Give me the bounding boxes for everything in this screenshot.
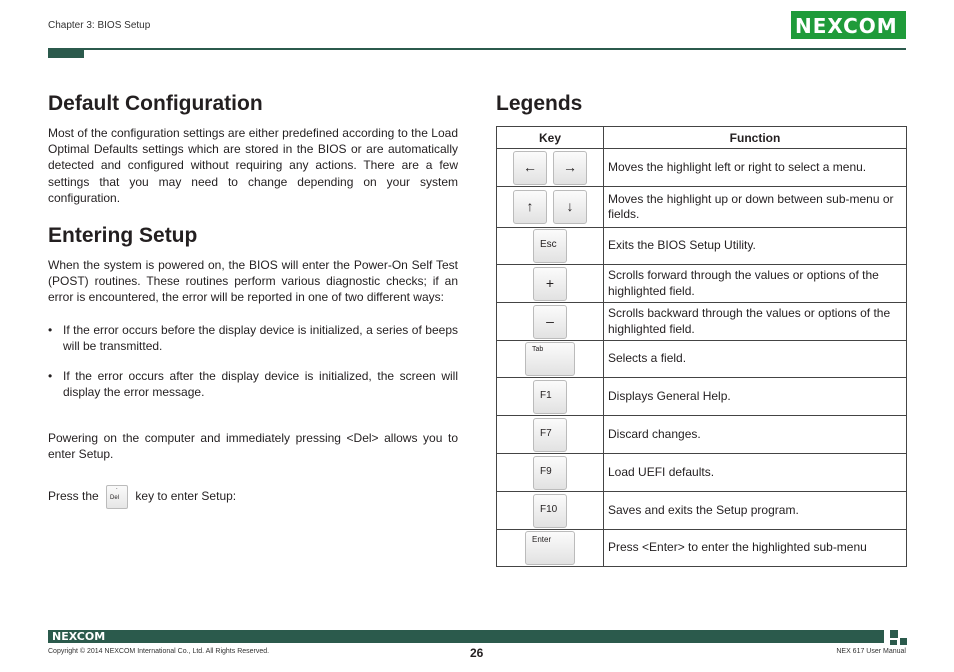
function-cell: Load UEFI defaults.	[604, 454, 907, 492]
del-key-icon	[106, 485, 128, 509]
function-cell: Selects a field.	[604, 341, 907, 378]
table-row	[497, 303, 907, 341]
minus-key-icon: –	[533, 305, 567, 339]
esc-key-icon: Esc	[533, 229, 567, 263]
press-the-text: Press the	[48, 489, 99, 504]
legends-table	[496, 126, 907, 567]
key-to-enter-text: key to enter Setup:	[135, 489, 237, 504]
table-row	[497, 341, 907, 378]
function-cell: Saves and exits the Setup program.	[604, 492, 907, 530]
chapter-label: Chapter 3: BIOS Setup	[48, 20, 151, 31]
f7-key-icon: F7	[533, 418, 567, 452]
page-number: 26	[470, 646, 484, 660]
col-function-header: Function	[604, 127, 907, 149]
bullet-text: If the error occurs after the display device is initialized, the screen will display the error message.	[63, 369, 458, 400]
list-item	[48, 322, 458, 354]
default-config-title: Default Configuration	[48, 92, 263, 115]
table-header-row	[497, 127, 907, 149]
col-key-header: Key	[497, 127, 604, 149]
f9-key-icon: F9	[533, 456, 567, 490]
function-cell: Discard changes.	[604, 416, 907, 454]
bullet-dot: •	[48, 323, 53, 337]
bullet-text: If the error occurs before the display device is initialized, a series of beeps will be transmitted.	[63, 323, 458, 354]
list-item	[48, 368, 458, 400]
footer-bar	[48, 630, 884, 643]
manual-name: NEX 617 User Manual	[836, 648, 906, 655]
legends-title: Legends	[496, 92, 583, 115]
default-config-body: Most of the configuration settings are either predefined according to the Load Optimal Defaults settings which are stored in the BIOS or are automatically detected and configured without requiring any actions. There are a few settings that you may need to change depending on your system configuration.	[48, 126, 458, 205]
right-arrow-key-icon: →	[553, 151, 587, 185]
del-key-dot: .	[116, 484, 118, 491]
table-row	[497, 265, 907, 303]
header-rule	[48, 48, 906, 50]
footer-square-icon	[890, 630, 898, 638]
copyright-text: Copyright © 2014 NEXCOM International Co., Ltd. All Rights Reserved.	[48, 648, 270, 655]
function-cell: Scrolls forward through the values or options of the highlighted field.	[604, 265, 907, 303]
bullet-dot: •	[48, 369, 53, 383]
function-cell: Displays General Help.	[604, 378, 907, 416]
table-row	[497, 492, 907, 530]
table-row	[497, 530, 907, 567]
table-row	[497, 187, 907, 228]
function-cell: Exits the BIOS Setup Utility.	[604, 228, 907, 265]
entering-setup-intro: When the system is powered on, the BIOS will enter the Power-On Self Test (POST) routines. These routines perform various diagnostic checks; if an error is encountered, the error will be reported in one of two different ways:	[48, 258, 458, 305]
nexcom-logo	[791, 11, 906, 39]
plus-key-icon: +	[533, 267, 567, 301]
table-row	[497, 454, 907, 492]
tab-key-icon: Tab	[525, 342, 575, 376]
footer-square-icon	[890, 640, 897, 645]
function-cell: Moves the highlight up or down between sub-menu or fields.	[604, 187, 907, 228]
footer-square-icon	[900, 638, 907, 645]
left-arrow-key-icon: ←	[513, 151, 547, 185]
table-row	[497, 378, 907, 416]
down-arrow-key-icon: ↓	[553, 190, 587, 224]
powering-text: Powering on the computer and immediately pressing <Del> allows you to enter Setup.	[48, 431, 458, 462]
press-del-line	[48, 485, 458, 509]
entering-setup-title: Entering Setup	[48, 224, 198, 247]
function-cell: Moves the highlight left or right to select a menu.	[604, 149, 907, 187]
table-row	[497, 416, 907, 454]
table-row	[497, 149, 907, 187]
function-cell: Scrolls backward through the values or options of the highlighted field.	[604, 303, 907, 341]
logo-text: NEXCOM	[795, 14, 898, 38]
table-row	[497, 228, 907, 265]
del-key-label: Del	[110, 494, 120, 501]
function-cell: Press <Enter> to enter the highlighted sub-menu	[604, 530, 907, 567]
f1-key-icon: F1	[533, 380, 567, 414]
header-accent	[48, 48, 84, 58]
footer-logo: NEXCOM	[52, 630, 106, 643]
enter-key-icon: Enter	[525, 531, 575, 565]
f10-key-icon: F10	[533, 494, 567, 528]
up-arrow-key-icon: ↑	[513, 190, 547, 224]
